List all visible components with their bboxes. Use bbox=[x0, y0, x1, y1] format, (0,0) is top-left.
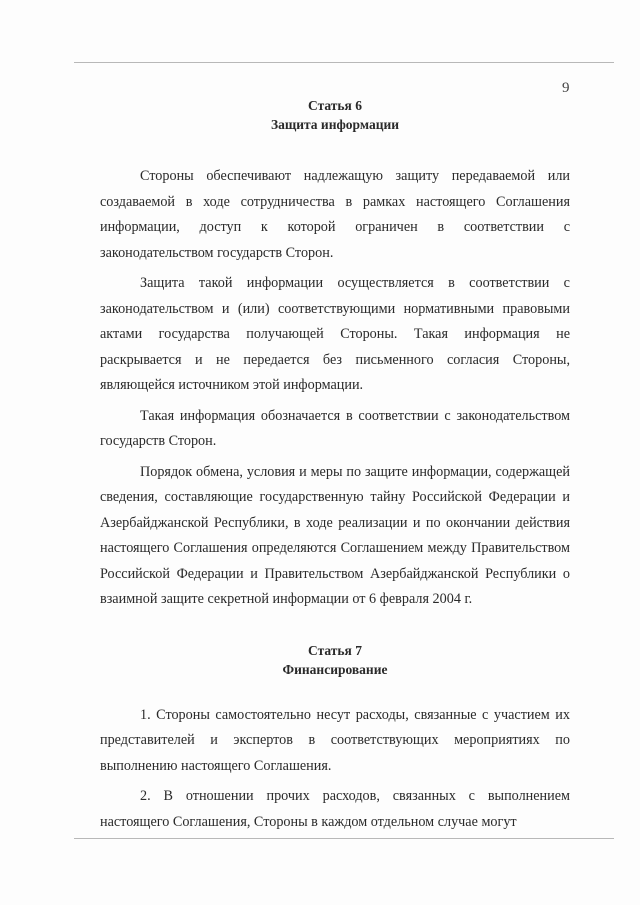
article-6-paragraph: Защита такой информации осуществляется в соответствии с законодательством и (или) соответствующими нормативными правовыми актами государства получающей Стороны. Такая информация не раскрывается и не передается без письменного согласия Стороны, являющейся источником этой информации. bbox=[100, 275, 570, 393]
article-6-title: Защита информации bbox=[270, 117, 400, 132]
article-6-paragraph: Порядок обмена, условия и меры по защите информации, содержащей сведения, составляющие государственную тайну Российской Федерации и Азербайджанской Республики, в ходе реализации и по окончании действия настоящего Соглашения определяются Соглашением между Правительством Российской Федерации и Правительством Азербайджанской Республики о взаимной защите секретной информации от 6 февраля 2004 г. bbox=[100, 463, 570, 607]
scan-border-bottom bbox=[74, 838, 614, 839]
page-content bbox=[100, 96, 570, 840]
article-6-number: Статья 6 bbox=[308, 98, 362, 113]
article-6-paragraph: Такая информация обозначается в соответствии с законодательством государств Сторон. bbox=[100, 407, 570, 449]
article-7-body bbox=[100, 703, 570, 836]
scan-border-top bbox=[74, 62, 614, 63]
article-7-paragraph: 2. В отношении прочих расходов, связанных с выполнением настоящего Соглашения, Стороны в каждом отдельном случае могут bbox=[100, 788, 570, 830]
page-number: 9 bbox=[562, 80, 570, 96]
article-6-body bbox=[100, 164, 570, 613]
article-6-paragraph: Стороны обеспечивают надлежащую защиту передаваемой или создаваемой в ходе сотрудничества в рамках настоящего Соглашения информации, доступ к которой ограничен в соответствии с законодательством государств Сторон. bbox=[100, 168, 570, 261]
article-7-paragraph: 1. Стороны самостоятельно несут расходы, связанные с участием их представителей и экспертов в соответствующих мероприятиях по выполнению настоящего Соглашения. bbox=[100, 706, 570, 774]
article-7-title: Финансирование bbox=[282, 661, 388, 677]
article-7-number: Статья 7 bbox=[308, 642, 362, 658]
